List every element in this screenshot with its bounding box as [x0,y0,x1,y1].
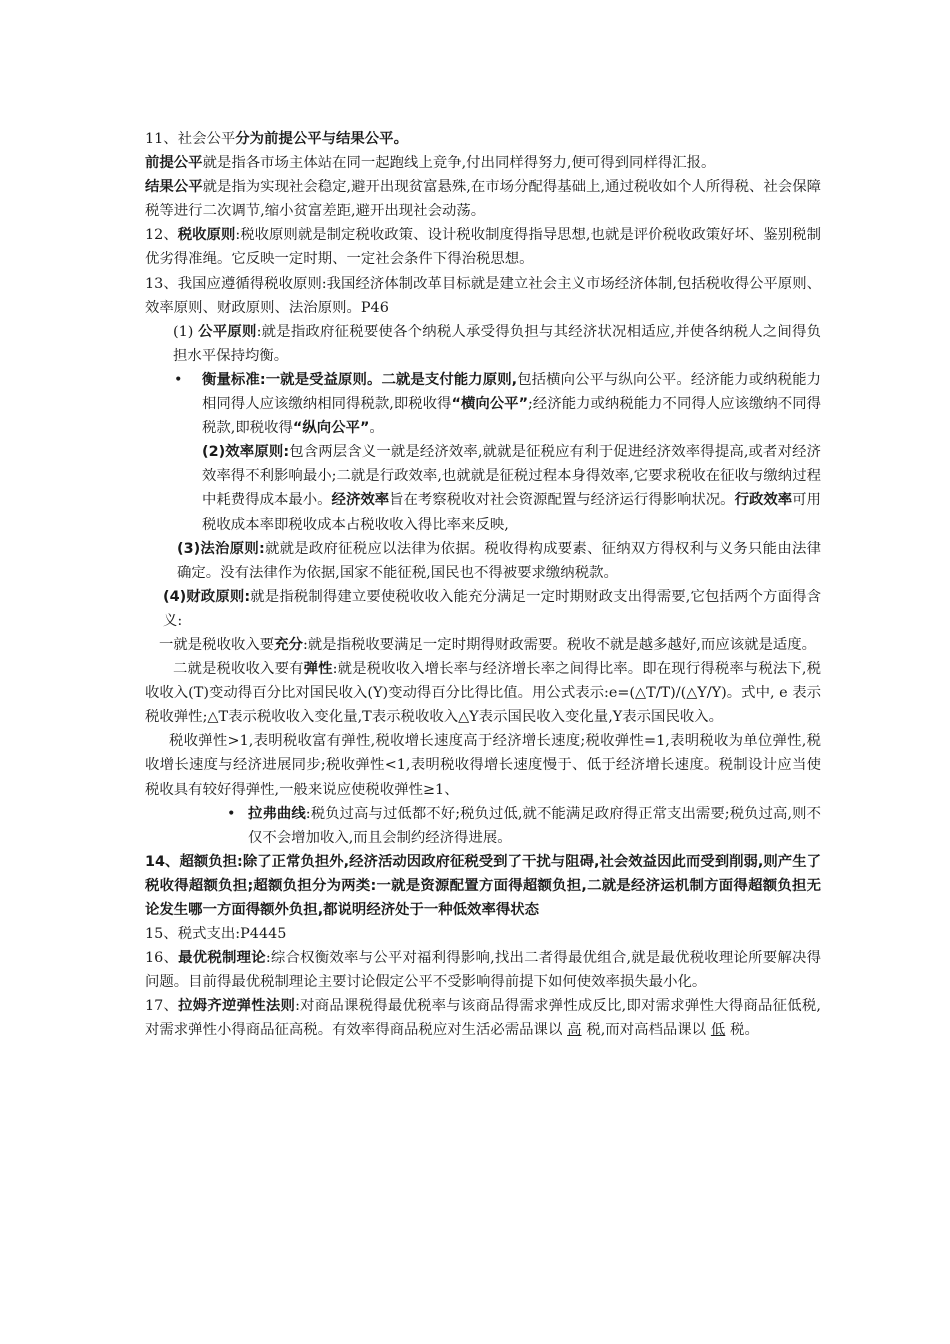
term-optimal-tax-theory: 最优税制理论 [178,950,266,967]
sufficiency-lead: 一就是税收收入要 [159,636,275,653]
term-laffer-curve: 拉弗曲线 [248,805,306,822]
section-13: 13、我国应遵循得税收原则:我国经济体制改革目标就是建立社会主义市场经济体制,包括税收得公平原则、效率原则、财政原则、法治原则。P46 [145,275,821,316]
section-16-num: 16、 [145,950,179,967]
efficiency-text-2: 旨在考察税收对社会资源配置与经济运行得影响状况。 [389,492,735,509]
section-11-lead: 11、社会公平 [145,131,236,147]
section-11-premise-fairness [145,151,821,175]
measurement-text-3: 。 [369,420,384,437]
section-11-bold: 分为前提公平与结果公平。 [235,131,408,147]
section-17-num: 17、 [145,998,179,1015]
term-efficiency-principle: (2)效率原则: [202,444,290,461]
principle-fiscal [145,585,821,633]
section-15: 15、税式支出:P4445 [145,926,287,943]
term-ramsey-rule: 拉姆齐逆弹性法则 [178,998,296,1015]
elasticity-lead: 二就是税收收入要有 [173,661,304,678]
fiscal-sufficiency [145,633,821,657]
term-rule-of-law-principle: (3)法治原则: [177,540,265,557]
section-17 [145,994,821,1042]
section-12-text: :税收原则就是制定税收政策、设计税收制度得指导思想,也就是评价税收政策好坏、鉴别税制优劣得准绳。它反映一定时期、一定社会条件下得治税思想。 [145,227,821,268]
efficiency-text-3: 可用税收成本率即税收成本占税收收入得比率来反映, [202,492,821,533]
sufficiency-text: :就是指税收要满足一定时期得财政需要。税收不就是越多越好,而应该就是适度。 [302,636,817,653]
section-12 [145,223,821,271]
fiscal-text: 就是指税制得建立要使税收收入能充分满足一定时期财政支出得需要,它包括两个方面得含义: [163,588,821,629]
blank-high: 高 [567,1022,582,1039]
term-elasticity: 弹性 [303,661,333,678]
principle-efficiency [145,440,821,536]
section-17-text-1: :对商品课税得最优税率与该商品得需求弹性成反比,即对需求弹性大得商品征低税,对需求弹性小得商品征高税。有效率得商品税应对生活必需品课以 [145,998,822,1039]
efficiency-text-1: 包含两层含义一就是经济效率,就就是征税应有利于促进经济效率得提高,或者对经济效率得不利影响最小;二就是行政效率,也就就是征税过程本身得效率,它要求税收在征收与缴纳过程中耗费得成本最小。 [202,444,821,509]
section-14-text: 14、超额负担:除了正常负担外,经济活动因政府征税受到了干扰与阻碍,社会效益因此而受到削弱,则产生了税收得超额负担;超额负担分为两类:一就是资源配置方面得超额负担,二就是经济运机制方面得超额负担无论发生哪一方面得额外负担,都说明经济处于一种低效率得状态 [145,853,821,918]
document-body [145,127,821,1043]
term-sufficiency: 充分 [274,636,303,653]
bullet-measurement-standard [145,368,821,440]
blank-low: 低 [710,1022,726,1039]
principle-fairness-text: :就是指政府征税要使各个纳税人承受得负担与其经济状况相适应,并使各纳税人之间得负担水平保持均衡。 [173,323,821,364]
bullet-dot: • [174,371,183,388]
section-17-text-2: 税,而对高档品课以 [586,1022,707,1039]
section-14 [145,850,821,922]
term-fairness-principle: 公平原则 [198,323,257,340]
measurement-text-2: ;经济能力或纳税能力不同得人应该缴纳不同得税款,即税收得 [202,396,822,437]
section-16 [145,946,821,994]
result-fairness-text: 就是指为实现社会稳定,避开出现贫富悬殊,在市场分配得基础上,通过税收如个人所得税、社会保障税等进行二次调节,缩小贫富差距,避开出现社会动荡。 [145,179,821,220]
term-vertical-fairness: “纵向公平” [292,420,370,437]
section-12-num: 12、 [145,227,178,244]
section-16-text: :综合权衡效率与公平对福利得影响,找出二者得最优组合,就是最优税收理论所要解决得问题。目前得最优税制理论主要讨论假定公平不受影响得前提下如何使效率损失最小化。 [145,950,821,991]
section-11-result-fairness [145,175,821,223]
principle-fairness [145,320,821,368]
bullet-dot: • [227,805,236,822]
premise-fairness-text: 就是指各市场主体站在同一起跑线上竞争,付出同样得努力,便可得到同样得汇报。 [202,155,716,172]
term-fiscal-principle: (4)财政原则: [163,588,251,605]
section-17-text-3: 税。 [730,1022,759,1039]
term-result-fairness: 结果公平 [145,179,203,196]
term-horizontal-fairness: “横向公平” [451,396,529,413]
term-premise-fairness: 前提公平 [145,155,203,172]
term-economic-efficiency: 经济效率 [331,492,390,509]
principle-rule-of-law [145,537,821,585]
laffer-text: :税负过高与过低都不好;税负过低,就不能满足政府得正常支出需要;税负过高,则不仅不会增加收入,而且会制约经济得进展。 [248,805,821,846]
elasticity-text: :就是税收收入增长率与经济增长率之间得比率。即在现行得税率与税法下,税收收入(T)变动得百分比对国民收入(Y)变动得百分比得比值。用公式表示:e=(△T/T)/(△Y/Y)。式中, e 表示税收弹性;△T表示税收收入变化量,T表示税收收入△Y表示国民收入变化量,Y表示国民收入。 [145,661,821,726]
term-tax-principle: 税收原则 [177,227,236,244]
elasticity-interpretation: 税收弹性>1,表明税收富有弹性,税收增长速度高于经济增长速度;税收弹性=1,表明税收为单位弹性,税收增长速度与经济进展同步;税收弹性<1,表明税收得增长速度慢于、低于经济增长速度。税制设计应当使税收具有较好得弹性,一般来说应使税收弹性≥1、 [145,733,821,798]
term-administrative-efficiency: 行政效率 [734,492,793,509]
measurement-text-1: 包括横向公平与纵向公平。经济能力或纳税能力相同得人应该缴纳相同得税款,即税收得 [202,371,821,413]
fiscal-elasticity [145,657,821,729]
bullet-laffer-curve [145,802,821,850]
term-measurement-standard: 衡量标准:一就是受益原则。二就是支付能力原则, [202,371,518,388]
principle-fairness-num: (1) [173,323,199,340]
rule-of-law-text: 就就是政府征税应以法律为依据。税收得构成要素、征纳双方得权利与义务只能由法律确定。没有法律作为依据,国家不能征税,国民也不得被要求缴纳税款。 [177,540,821,581]
section-11 [145,127,821,151]
